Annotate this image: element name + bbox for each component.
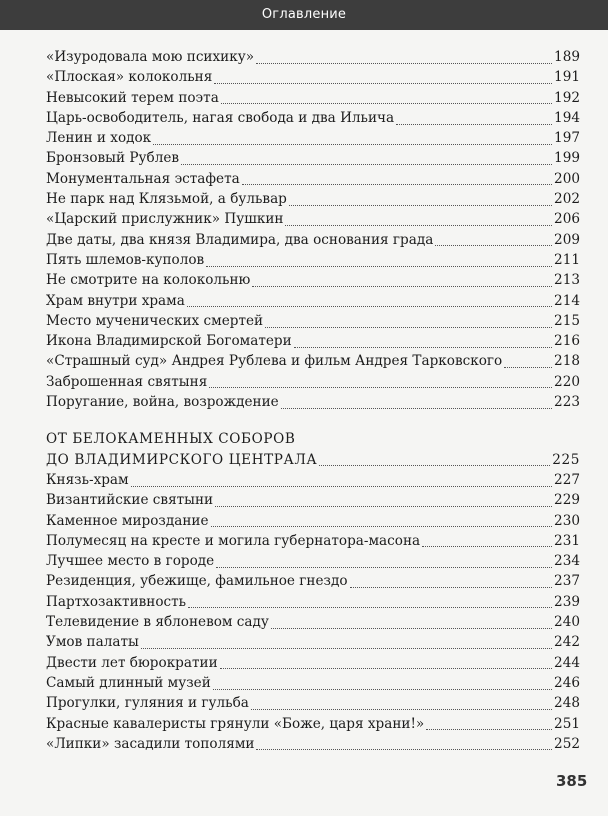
- toc-list-part-a: [46, 47, 580, 412]
- toc-entry-page: 211: [554, 251, 580, 268]
- toc-entry-page: 246: [554, 674, 580, 691]
- dot-leader: [215, 502, 552, 507]
- section-heading-line2: ДО ВЛАДИМИРСКОГО ЦЕНТРАЛА: [46, 451, 318, 468]
- toc-entry: [46, 612, 580, 632]
- toc-entry-page: 191: [554, 69, 580, 86]
- toc-entry-page: 202: [554, 191, 580, 208]
- dot-leader: [256, 59, 552, 64]
- toc-entry-title: Бронзовый Рублев: [46, 150, 180, 167]
- toc-entry: [46, 88, 580, 108]
- toc-entry-title: Каменное мироздание: [46, 512, 209, 529]
- dot-leader: [504, 363, 552, 368]
- toc-entry-title: Не парк над Клязьмой, а бульвар: [46, 191, 287, 208]
- toc-entry-page: 218: [554, 353, 580, 370]
- toc-entry-page: 237: [554, 573, 580, 590]
- toc-entry: [46, 169, 580, 189]
- running-header-title: Оглавление: [261, 7, 347, 22]
- toc-entry-page: 200: [554, 170, 580, 187]
- toc-entry-title: «Страшный суд» Андрея Рублева и фильм Андрея Тарковского: [46, 353, 503, 370]
- toc-entry: [46, 351, 580, 371]
- toc-entry: [46, 693, 580, 713]
- dot-leader: [188, 603, 552, 608]
- toc-entry-title: Красные кавалеристы грянули «Боже, царя храни!»: [46, 715, 425, 732]
- dot-leader: [214, 79, 552, 84]
- toc-entry: [46, 511, 580, 531]
- dot-leader: [220, 664, 552, 669]
- toc-entry-page: 215: [554, 312, 580, 329]
- toc-entry-page: 244: [554, 654, 580, 671]
- toc-entry: [46, 653, 580, 673]
- toc-entry-page: 234: [554, 553, 580, 570]
- dot-leader: [216, 563, 552, 568]
- dot-leader: [271, 624, 552, 629]
- toc-entry-page: 248: [554, 695, 580, 712]
- toc-entry-title: Заброшенная святыня: [46, 373, 208, 390]
- dot-leader: [187, 302, 552, 307]
- toc-list-part-b: [46, 470, 580, 754]
- toc-entry: [46, 714, 580, 734]
- toc-entry: [46, 673, 580, 693]
- toc-entry: [46, 372, 580, 392]
- dot-leader: [209, 383, 552, 388]
- dot-leader: [141, 644, 552, 649]
- dot-leader: [221, 99, 552, 104]
- toc-entry-page: 227: [554, 471, 580, 488]
- toc-entry: [46, 67, 580, 87]
- dot-leader: [242, 180, 552, 185]
- dot-leader: [181, 160, 552, 165]
- toc-entry-title: Самый длинный музей: [46, 674, 211, 691]
- toc-entry-title: «Царский прислужник» Пушкин: [46, 211, 284, 228]
- dot-leader: [252, 282, 552, 287]
- toc-entry-title: Храм внутри храма: [46, 292, 185, 309]
- toc-entry: [46, 230, 580, 250]
- toc-entry-title: Умов палаты: [46, 634, 139, 651]
- toc-entry-title: Невысокий терем поэта: [46, 89, 219, 106]
- toc-entry: [46, 291, 580, 311]
- toc-entry: [46, 311, 580, 331]
- toc-entry: [46, 551, 580, 571]
- toc-entry-title: Византийские святыни: [46, 492, 214, 509]
- dot-leader: [211, 522, 553, 527]
- toc-entry-page: 231: [554, 532, 580, 549]
- dot-leader: [251, 705, 552, 710]
- toc-entry-page: 194: [554, 109, 580, 126]
- dot-leader: [281, 404, 552, 409]
- toc-entry: [46, 108, 580, 128]
- toc-entry: [46, 531, 580, 551]
- toc-entry-page: 239: [554, 593, 580, 610]
- toc-entry: [46, 128, 580, 148]
- toc-entry-title: Монументальная эстафета: [46, 170, 240, 187]
- toc-entry-page: 209: [554, 231, 580, 248]
- dot-leader: [131, 482, 552, 487]
- toc-entry-title: Резиденция, убежище, фамильное гнездо: [46, 573, 348, 590]
- toc-entry: [46, 490, 580, 510]
- toc-entry-title: Лучшее место в городе: [46, 553, 215, 570]
- toc-entry-title: Не смотрите на колокольню: [46, 272, 251, 289]
- toc-entry-title: Поругание, война, возрождение: [46, 394, 279, 411]
- toc-entry-page: 223: [554, 394, 580, 411]
- toc-entry: [46, 331, 580, 351]
- toc-entry: [46, 47, 580, 67]
- toc-entry-page: 214: [554, 292, 580, 309]
- table-of-contents: [46, 47, 580, 754]
- dot-leader: [213, 685, 552, 690]
- toc-entry-page: 192: [554, 89, 580, 106]
- toc-entry-title: Место мученических смертей: [46, 312, 264, 329]
- page-number: 385: [556, 772, 588, 790]
- toc-entry-page: 251: [554, 715, 580, 732]
- toc-entry-title: Партхозактивность: [46, 593, 187, 610]
- toc-entry-page: 206: [554, 211, 580, 228]
- toc-entry-title: Две даты, два князя Владимира, два основания града: [46, 231, 434, 248]
- dot-leader: [396, 120, 552, 125]
- toc-entry-title: Прогулки, гуляния и гульба: [46, 695, 249, 712]
- dot-leader: [153, 140, 552, 145]
- toc-entry-title: Телевидение в яблоневом саду: [46, 614, 269, 631]
- toc-entry: [46, 148, 580, 168]
- toc-entry-title: «Липки» засадили тополями: [46, 735, 255, 752]
- running-header: [0, 0, 608, 30]
- toc-entry: [46, 189, 580, 209]
- toc-entry-title: Князь-храм: [46, 471, 129, 488]
- toc-entry: [46, 392, 580, 412]
- toc-entry-title: «Изуродовала мою психику»: [46, 49, 255, 65]
- dot-leader: [265, 323, 552, 328]
- toc-entry: [46, 250, 580, 270]
- dot-leader: [435, 241, 552, 246]
- toc-entry-page: 240: [554, 614, 580, 631]
- section-heading-line2-row: [46, 450, 580, 470]
- dot-leader: [256, 745, 552, 750]
- toc-entry-title: Пять шлемов-куполов: [46, 251, 205, 268]
- toc-entry-title: Двести лет бюрократии: [46, 654, 218, 671]
- toc-entry: [46, 470, 580, 490]
- toc-entry-page: 197: [554, 130, 580, 147]
- toc-entry-page: 213: [554, 272, 580, 289]
- toc-entry-title: Царь-освободитель, нагая свобода и два Ильича: [46, 109, 395, 126]
- toc-entry: [46, 734, 580, 754]
- dot-leader: [426, 725, 552, 730]
- dot-leader: [289, 201, 552, 206]
- toc-entry-title: Ленин и ходок: [46, 130, 152, 147]
- dot-leader: [350, 583, 553, 588]
- toc-entry: [46, 592, 580, 612]
- toc-entry: [46, 270, 580, 290]
- dot-leader: [422, 542, 552, 547]
- toc-entry-page: 220: [554, 373, 580, 390]
- toc-entry-page: 252: [554, 735, 580, 752]
- toc-entry: [46, 209, 580, 229]
- toc-entry-page: 199: [554, 150, 580, 167]
- toc-entry-title: «Плоская» колокольня: [46, 69, 213, 86]
- dot-leader: [285, 221, 552, 226]
- toc-section-heading: [46, 429, 580, 470]
- dot-leader: [206, 262, 552, 267]
- toc-entry-title: Полумесяц на кресте и могила губернатора-масона: [46, 532, 421, 549]
- toc-entry-page: 189: [554, 49, 580, 65]
- toc-entry: [46, 632, 580, 652]
- dot-leader: [294, 343, 552, 348]
- section-heading-line1: ОТ БЕЛОКАМЕННЫХ СОБОРОВ: [46, 431, 296, 448]
- toc-entry-page: 229: [554, 492, 580, 509]
- toc-entry: [46, 571, 580, 591]
- toc-entry-page: 242: [554, 634, 580, 651]
- section-page-number: 225: [552, 451, 580, 468]
- toc-entry-title: Икона Владимирской Богоматери: [46, 333, 292, 350]
- toc-entry-page: 216: [554, 333, 580, 350]
- toc-entry-page: 230: [554, 512, 580, 529]
- dot-leader: [319, 461, 550, 466]
